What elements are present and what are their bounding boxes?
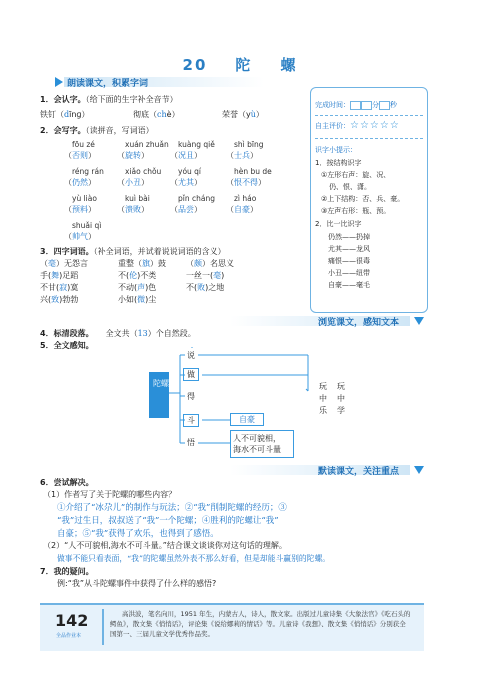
compare-pair: 小丑——纽带 bbox=[328, 269, 370, 277]
word-answer: （小丑） bbox=[117, 178, 149, 187]
q1-item-2: 彻底（chè） bbox=[133, 110, 180, 119]
diagram-col-1: 玩 中 乐 bbox=[319, 382, 327, 415]
pinyin: pǐn cháng bbox=[178, 194, 215, 203]
pinyin: xuán zhuǎn bbox=[125, 140, 169, 149]
q7-label: 7．我的疑问。 bbox=[40, 567, 94, 576]
pinyin: yù liào bbox=[72, 194, 97, 203]
q4: 4．标清段落。 全文共（13）个自然段。 bbox=[40, 329, 196, 338]
q3-label: 3．四字词语。（补全词语，并试着说说词语的含义） bbox=[40, 247, 226, 256]
pinyin: zì háo bbox=[234, 194, 257, 203]
tip-1b: 仍、恨、潇。 bbox=[329, 183, 371, 191]
diagram-node-realize: 悟 bbox=[187, 438, 195, 447]
page-number: 142 bbox=[55, 611, 89, 630]
pinyin: shuǎi qì bbox=[72, 221, 102, 230]
pinyin: xiǎo chǒu bbox=[125, 167, 162, 176]
section-arrow-icon bbox=[414, 466, 424, 474]
q6-answer-1-line-3: 自豪；⑤“我”获得了欢乐，也得到了感悟。 bbox=[57, 529, 219, 539]
tip-1d: ③左声右形：瓶、预。 bbox=[321, 207, 391, 215]
section-title-1: 朗读课文，积累字词 bbox=[67, 79, 149, 89]
section-title-3: 默读课文，关注重点 bbox=[318, 467, 400, 477]
q6-answer-1-line-1: ①介绍了“冰尕儿”的制作与玩法；②“我”削制陀螺的经历；③ bbox=[57, 503, 287, 513]
idiom: 兴(致)勃勃 bbox=[40, 295, 79, 304]
q5-label: 5．全文感知。 bbox=[40, 341, 94, 350]
idiom: 一丝一(毫) bbox=[186, 271, 225, 280]
idiom: （颇）名思义 bbox=[186, 259, 234, 268]
idiom: 不甘(寂)寞 bbox=[40, 283, 79, 292]
diagram-node-say: 说 bbox=[187, 351, 195, 360]
idiom: 重整（旗）鼓 bbox=[118, 259, 166, 268]
word-answer: （恨不得） bbox=[226, 178, 266, 187]
q1-item-3: 荣誉（yù） bbox=[222, 110, 264, 119]
tip-1a: ①左形右声：旋、况、 bbox=[321, 171, 391, 179]
footer-divider bbox=[102, 609, 104, 645]
pinyin: kuì bài bbox=[125, 194, 150, 203]
idiom: 不动(声)色 bbox=[118, 283, 157, 292]
q2-label: 2．会写字。（读拼音，写词语） bbox=[40, 126, 154, 135]
word-answer: （帅气） bbox=[64, 232, 96, 241]
tips-title: 识字小提示： bbox=[315, 146, 357, 154]
word-answer: （士兵） bbox=[226, 151, 258, 160]
word-answer: （品尝） bbox=[170, 205, 202, 214]
q6-sub1: （1）作者写了关于陀螺的哪些内容？ bbox=[43, 490, 177, 499]
divider bbox=[315, 115, 423, 116]
compare-pair: 痛恨——很毒 bbox=[328, 257, 370, 265]
idiom: 不(伦)不类 bbox=[118, 271, 157, 280]
author-bio: 高洪波，笔名向川，1951 年生，内蒙古人，诗人，散文家。出版过儿童诗集《大象法官》《吃石头的 鳄鱼》，散文集《悄悄话》，评论集《说给娜莉的情话》等。儿童诗《我想》、散文集《悄悄话》分别获全 国第一、三届儿童文学优秀作品奖。 bbox=[110, 610, 411, 638]
diagram-pride: 自豪 bbox=[230, 413, 264, 426]
diagram-col-2: 玩 中 学 bbox=[337, 382, 345, 415]
word-answer: （况且） bbox=[170, 151, 202, 160]
q6-sub2: （2）“人不可貌相,海水不可斗量。”结合课文谈谈你对这句话的理解。 bbox=[43, 541, 287, 550]
page-title: 20 陀 螺 bbox=[182, 56, 298, 74]
brand-text: 全品作业本 bbox=[56, 633, 82, 639]
pinyin: yóu qí bbox=[178, 167, 202, 176]
word-answer: （尤其） bbox=[170, 178, 202, 187]
pinyin: kuàng qiě bbox=[178, 140, 215, 149]
section-arrow-icon bbox=[55, 77, 63, 87]
word-answer: （仍然） bbox=[64, 178, 96, 187]
word-answer: （否则） bbox=[64, 151, 96, 160]
pinyin: hèn bu de bbox=[234, 167, 272, 176]
idiom: 小如(微)尘 bbox=[118, 295, 157, 304]
time-cell[interactable] bbox=[350, 101, 361, 110]
section-arrow-icon bbox=[414, 317, 424, 325]
word-answer: （预料） bbox=[64, 205, 96, 214]
tip-2: 2．比一比识字 bbox=[315, 220, 362, 228]
tip-1: 1．按结构识字 bbox=[315, 159, 362, 167]
tip-1c: ②上下结构：否、兵、豪。 bbox=[321, 195, 405, 203]
idiom: （毫）无怨言 bbox=[40, 259, 88, 268]
time-cell[interactable] bbox=[379, 101, 390, 110]
diagram-lesson-2: 海水不可斗量 bbox=[233, 445, 281, 454]
divider bbox=[315, 138, 423, 139]
pinyin: shì bīng bbox=[234, 140, 264, 149]
time-label: 完成时间： 分 秒 bbox=[315, 101, 397, 109]
word-answer: （溃败） bbox=[117, 205, 149, 214]
q1-item-1: 铁钉（dīnɡ） bbox=[40, 110, 90, 119]
diagram-node-do: 做 bbox=[183, 368, 199, 381]
time-cell[interactable] bbox=[361, 101, 372, 110]
diagram-lesson-1: 人不可貌相， bbox=[233, 434, 281, 443]
diagram-node-fight: 斗 bbox=[183, 414, 199, 427]
idiom: 不(败)之地 bbox=[186, 283, 225, 292]
rating-stars[interactable]: ☆☆☆☆☆ bbox=[350, 120, 400, 131]
diagram-lesson-box bbox=[230, 430, 294, 458]
q6-label: 6．尝试解决。 bbox=[40, 478, 94, 487]
idiom: 手(舞)足蹈 bbox=[40, 271, 79, 280]
q7-example: 例:“我”从斗陀螺事件中获得了什么样的感悟? bbox=[57, 579, 217, 588]
pinyin: réng rán bbox=[72, 167, 104, 176]
diagram-center: 陀螺 bbox=[153, 379, 169, 388]
section-title-2: 浏览课文，感知文本 bbox=[318, 318, 400, 328]
diagram-node-get: 得 bbox=[187, 392, 195, 401]
compare-pair: 仍然——扔掉 bbox=[328, 233, 370, 241]
word-answer: （旋转） bbox=[117, 151, 149, 160]
compare-pair: 自豪——毫毛 bbox=[328, 281, 370, 289]
q1-label: 1．会认字。（给下面的生字补全音节） bbox=[40, 95, 178, 104]
q6-answer-2: 做事不能只看表面，“我”的陀螺虽然外表不那么好看，但是却能斗赢别的陀螺。 bbox=[57, 554, 331, 563]
q6-answer-1-line-2: “我”过生日，叔叔送了“我”一个陀螺；④胜利的陀螺让“我” bbox=[57, 516, 279, 526]
word-answer: （自豪） bbox=[226, 205, 258, 214]
compare-pair: 尤其——龙风 bbox=[328, 245, 370, 253]
self-eval: 自主评价：☆☆☆☆☆ bbox=[315, 120, 400, 131]
pinyin: fōu zé bbox=[72, 140, 95, 149]
